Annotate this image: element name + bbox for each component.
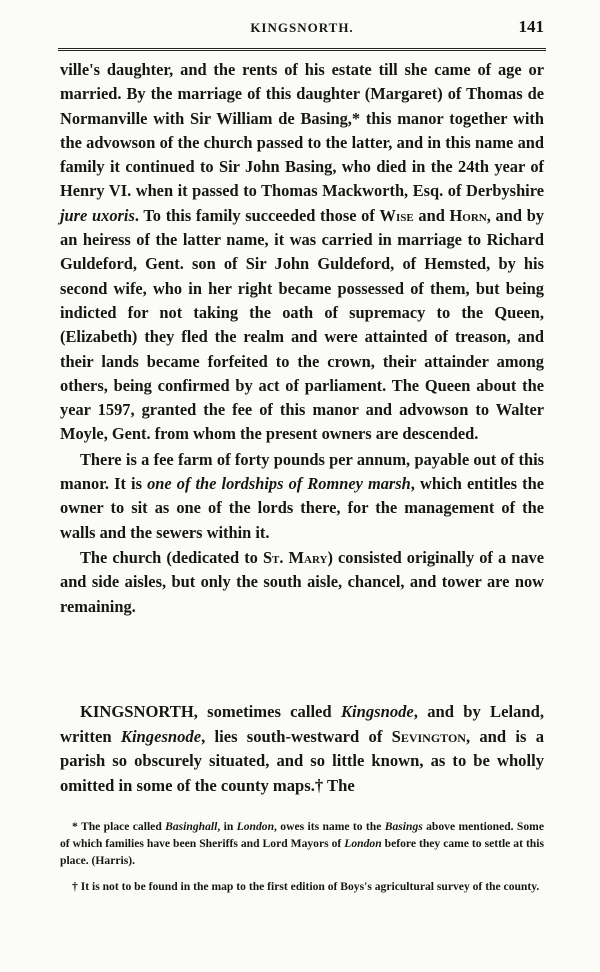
footnote-basinghall: * The place called Basinghall, in London, owes its name to the Basings above mentioned. Some of which families have been Sheriffs and Lord Mayors of London before they came to settle at this place. (Harris).: [60, 820, 544, 868]
footnotes: [60, 818, 544, 903]
kingsnorth-paragraph: KINGSNORTH, sometimes called Kingsnode, and by Leland, written Kingesnode, lies south-westward of Sevington, and is a parish so obscurely situated, and so little known, as to be wholly omitted in some of the county maps.† The: [60, 702, 545, 795]
body-text: [60, 58, 544, 619]
footnote-map: † It is not to be found in the map to the first edition of Boys's agricultural survey of the county.: [72, 879, 540, 893]
running-head: [60, 17, 544, 40]
running-title: KINGSNORTH.: [250, 20, 354, 35]
page-number: 141: [518, 17, 544, 36]
paragraph-continuation: ville's daughter, and the rents of his estate till she came of age or married. By the marriage of this daughter (Margaret) of Thomas de Normanville with Sir William de Basing,* this manor together with the advowson of the church passed to the latter, and in this name and family it continued to Sir John Basing, who died in the 24th year of Henry VI. when it passed to Thomas Mackworth, Esq. of Derbyshire jure uxoris. To this family succeeded those of Wise and Horn, and by an heiress of the latter name, it was carried in marriage to Richard Guldeford, Gent. son of Sir John Guldeford, of Hemsted, by his second wife, who in her right became possessed of them, but being indicted for not taking the oath of supremacy to the Queen, (Elizabeth) they fled the realm and were attainted of treason, and their lands became forfeited to the crown, their attainder among others, being confirmed by act of parliament. The Queen about the year 1597, granted the fee of this manor and advowson to Walter Moyle, Gent. from whom the present owners are descended.: [60, 60, 545, 444]
kingsnorth-heading: KINGSNORTH,: [80, 702, 198, 721]
name-horn: Horn: [449, 205, 487, 225]
paragraph-fee-farm: There is a fee farm of forty pounds per annum, payable out of this manor. It is one of the lordships of Romney marsh, which entitles the owner to sit as one of the lords there, for the management of the walls and the sewers within it.: [60, 449, 544, 542]
jure-uxoris: jure uxoris: [60, 205, 135, 225]
paragraph-church: The church (dedicated to St. Mary) consisted originally of a nave and side aisles, but only the south aisle, chancel, and tower are now remaining.: [60, 547, 544, 616]
st-mary: St. Mary: [262, 547, 328, 567]
romney-marsh-phrase: one of the lordships of Romney marsh: [147, 474, 411, 494]
header-rule: [58, 48, 546, 53]
name-wise: Wise: [379, 205, 414, 225]
